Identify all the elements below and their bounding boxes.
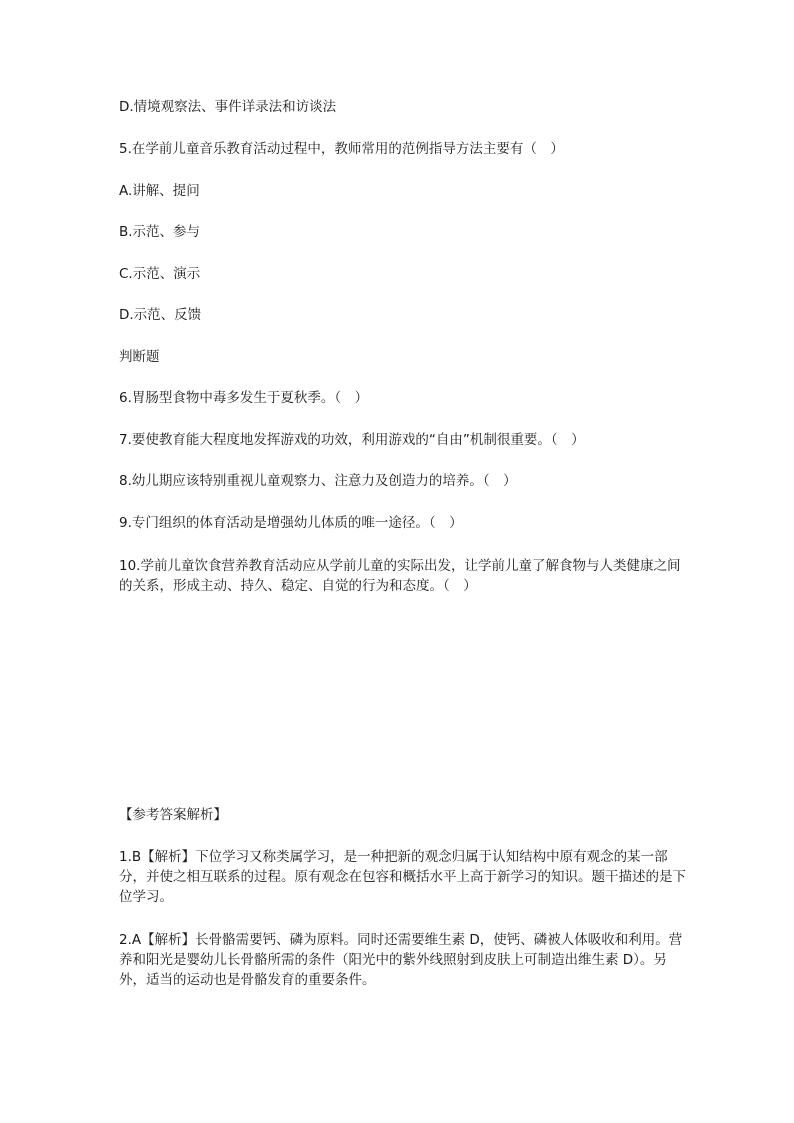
question-10: 10.学前儿童饮食营养教育活动应从学前儿童的实际出发，让学前儿童了解食物与人类健康之间的关系，形成主动、持久、稳定、自觉的行为和态度。（ ） (119, 558, 681, 594)
answer-1: 1.B【解析】下位学习又称类属学习，是一种把新的观念归属于认知结构中原有观念的某一部分，并使之相互联系的过程。原有观念在包容和概括水平上高于新学习的知识。题干描述的是下位学习。 (119, 849, 686, 905)
question-9: 9.专门组织的体育活动是增强幼儿体质的唯一途径。（ ） (119, 515, 463, 531)
option-d-q5: D.示范、反馈 (119, 307, 202, 323)
option-a-q5: A.讲解、提问 (119, 183, 200, 199)
question-7: 7.要使教育能大程度地发挥游戏的功效，利用游戏的“自由”机制很重要。（ ） (119, 432, 585, 448)
question-5: 5.在学前儿童音乐教育活动过程中，教师常用的范例指导方法主要有（ ） (119, 141, 564, 157)
option-b-q5: B.示范、参与 (119, 224, 201, 240)
question-8: 8.幼儿期应该特别重视儿童观察力、注意力及创造力的培养。（ ） (119, 473, 517, 489)
option-d-q4: D.情境观察法、事件详录法和访谈法 (119, 99, 337, 115)
section-title-judgment: 判断题 (119, 349, 160, 365)
answer-2: 2.A【解析】长骨骼需要钙、磷为原料。同时还需要维生素 D，使钙、磷被人体吸收和利用。营养和阳光是婴幼儿长骨骼所需的条件（阳光中的紫外线照射到皮肤上可制造出维生素 D）。另外，适当的运动也是骨骼发育的重要条件。 (119, 932, 683, 988)
question-6: 6.胃肠型食物中毒多发生于夏秋季。（ ） (119, 390, 369, 406)
option-c-q5: C.示范、演示 (119, 266, 201, 282)
answers-title: 【参考答案解析】 (119, 807, 227, 823)
